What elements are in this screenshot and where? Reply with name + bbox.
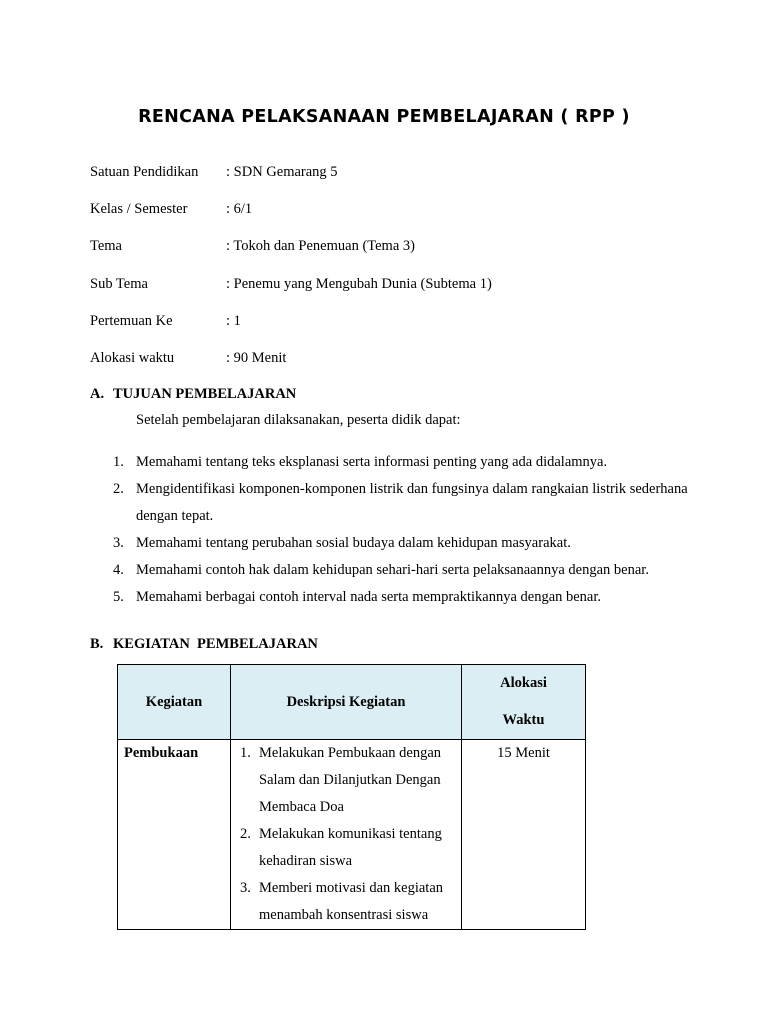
list-text: Memahami contoh hak dalam kehidupan sehari-hari serta pelaksanaannya dengan benar. bbox=[136, 562, 649, 578]
header-alokasi-line2: Waktu bbox=[502, 712, 545, 728]
alokasi-value: 15 Menit bbox=[497, 745, 550, 761]
cell-kegiatan bbox=[118, 740, 231, 930]
section-title: KEGIATAN PEMBELAJARAN bbox=[113, 636, 318, 652]
list-text: Melakukan Pembukaan dengan Salam dan Dilanjutkan Dengan Membaca Doa bbox=[259, 745, 442, 815]
list-item bbox=[231, 875, 461, 929]
list-text: Memberi motivasi dan kegiatan menambah konsentrasi siswa bbox=[259, 880, 444, 923]
section-a-heading bbox=[90, 386, 296, 403]
list-number: 1. bbox=[113, 454, 124, 470]
info-label: Satuan Pendidikan bbox=[90, 164, 199, 180]
list-item bbox=[113, 449, 693, 476]
header-alokasi-waktu bbox=[462, 665, 586, 740]
info-label: Sub Tema bbox=[90, 276, 148, 292]
list-item bbox=[231, 740, 461, 821]
info-value: : SDN Gemarang 5 bbox=[226, 164, 338, 180]
list-number: 3. bbox=[113, 535, 124, 551]
section-title: TUJUAN PEMBELAJARAN bbox=[113, 386, 297, 402]
section-letter: A. bbox=[90, 386, 105, 402]
cell-deskripsi bbox=[231, 740, 462, 930]
list-item bbox=[113, 530, 693, 557]
list-item bbox=[113, 476, 693, 530]
table-header-row bbox=[118, 665, 586, 740]
section-a-intro: Setelah pembelajaran dilaksanakan, peserta didik dapat: bbox=[136, 412, 461, 428]
list-item bbox=[113, 584, 693, 611]
info-value: : 6/1 bbox=[226, 201, 253, 217]
section-letter: B. bbox=[90, 636, 104, 652]
info-value: : 90 Menit bbox=[226, 350, 287, 366]
list-text: Memahami tentang perubahan sosial budaya dalam kehidupan masyarakat. bbox=[136, 535, 571, 551]
header-alokasi-line1: Alokasi bbox=[500, 675, 547, 691]
list-number: 1. bbox=[240, 745, 251, 761]
section-b-heading bbox=[90, 636, 318, 653]
list-text: Melakukan komunikasi tentang kehadiran siswa bbox=[259, 826, 442, 869]
info-label: Pertemuan Ke bbox=[90, 313, 173, 329]
list-number: 3. bbox=[240, 880, 251, 896]
list-number: 4. bbox=[113, 562, 124, 578]
list-item bbox=[113, 557, 693, 584]
header-kegiatan: Kegiatan bbox=[118, 665, 231, 740]
info-value: : 1 bbox=[226, 313, 241, 329]
info-label: Alokasi waktu bbox=[90, 350, 175, 366]
document-title: RENCANA PELAKSANAAN PEMBELAJARAN ( RPP ) bbox=[138, 107, 630, 127]
objectives-list bbox=[113, 449, 693, 611]
list-text: Mengidentifikasi komponen-komponen listrik dan fungsinya dalam rangkaian listrik sederhana dengan tepat. bbox=[136, 481, 688, 524]
list-number: 5. bbox=[113, 589, 124, 605]
list-text: Memahami tentang teks eksplanasi serta informasi penting yang ada didalamnya. bbox=[136, 454, 608, 470]
info-label: Tema bbox=[90, 238, 122, 254]
info-value: : Penemu yang Mengubah Dunia (Subtema 1) bbox=[226, 276, 492, 292]
info-label: Kelas / Semester bbox=[90, 201, 188, 217]
activities-table bbox=[117, 664, 586, 930]
list-text: Memahami berbagai contoh interval nada serta mempraktikannya dengan benar. bbox=[136, 589, 602, 605]
list-number: 2. bbox=[113, 481, 124, 497]
deskripsi-list bbox=[231, 740, 461, 929]
cell-alokasi bbox=[462, 740, 586, 930]
info-value: : Tokoh dan Penemuan (Tema 3) bbox=[226, 238, 415, 254]
list-number: 2. bbox=[240, 826, 251, 842]
list-item bbox=[231, 821, 461, 875]
header-deskripsi: Deskripsi Kegiatan bbox=[231, 665, 462, 740]
table-row bbox=[118, 740, 586, 930]
kegiatan-name: Pembukaan bbox=[124, 745, 199, 761]
